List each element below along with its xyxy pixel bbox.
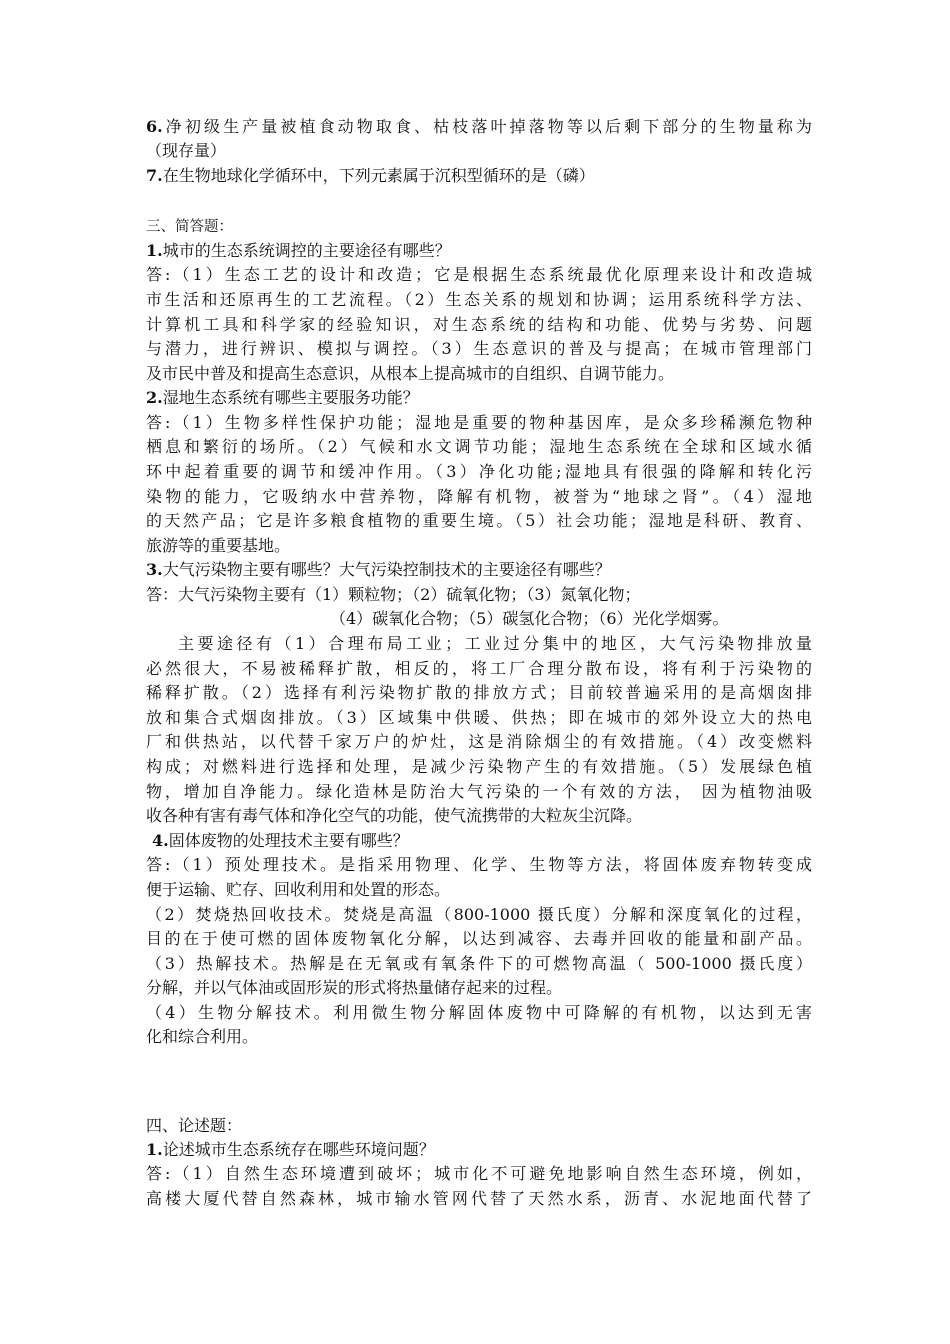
s3-q4-answer-line: （4）生物分解技术。利用微生物分解固体废物中可降解的有机物，以达到无害 [146, 1003, 812, 1022]
s3-q2-answer-line: 答:（1）生物多样性保护功能；湿地是重要的物种基因库，是众多珍稀濒危物种 [146, 413, 812, 432]
s3-q4-answer-line: 答:（1）预处理技术。是指采用物理、化学、生物等方法，将固体废弃物转变成 [146, 855, 812, 874]
s3-q3-pollutants-line-2: （4）碳氧化合物；（5）碳氢化合物；（6）光化学烟雾。 [330, 609, 729, 628]
s3-q3-answer-line: 必然很大，不易被稀释扩散，相反的，将工厂合理分散布设，将有利于污染物的 [146, 659, 812, 678]
s3-question-2-title: 2.湿地生态系统有哪些主要服务功能？ [146, 388, 419, 407]
s3-q1-answer-line: 计算机工具和科学家的经验知识，对生态系统的结构和功能、优势与劣势、问题 [146, 315, 812, 334]
s4-q1-answer-line: 答:（1）自然生态环境遭到破坏；城市化不可避免地影响自然生态环境，例如， [146, 1164, 812, 1183]
s3-q4-answer-line: （3）热解技术。热解是在无氧或有氧条件下的可燃物高温（ 500-1000 摄氏度） [146, 954, 812, 973]
s3-q3-answer-line: 构成；对燃料进行选择和处理，是减少污染物产生的有效措施。（5）发展绿色植 [146, 757, 812, 776]
s3-q1-answer-line: 答:（1）生态工艺的设计和改造；它是根据生态系统最优化原理来设计和改造城 [146, 265, 812, 284]
question-6-line-2: （现存量） [146, 141, 227, 160]
question-number: 7. [146, 166, 163, 185]
s3-q4-answer-line: 目的在于使可燃的固体废物氧化分解，以达到减容、去毒并回收的能量和副产品。 [146, 929, 812, 948]
s3-q2-answer-line: 的天然产品；它是许多粮食植物的重要生境。（5）社会功能；湿地是科研、教育、 [146, 511, 812, 530]
s3-q3-answer-line: 稀释扩散。（2）选择有利污染物扩散的排放方式；目前较普遍采用的是高烟囱排 [146, 683, 812, 702]
s3-q3-answer-line: 厂和供热站，以代替千家万户的炉灶，这是消除烟尘的有效措施。（4）改变燃料 [146, 732, 812, 751]
question-number: 3. [146, 560, 163, 579]
s3-question-4-title: 4.固体废物的处理技术主要有哪些？ [152, 831, 409, 850]
s3-q2-answer-line: 栖息和繁衍的场所。（2）气候和水文调节功能；湿地生态系统在全球和区域水循 [146, 437, 812, 456]
s3-q1-answer-line: 及市民中普及和提高生态意识，从根本上提高城市的自组织、自调节能力。 [146, 364, 675, 383]
section-3-heading: 三、简答题： [146, 219, 233, 235]
s3-q4-answer-line: 化和综合利用。 [146, 1027, 259, 1046]
s3-q4-answer-line: （2）焚烧热回收技术。焚烧是高温（800-1000 摄氏度）分解和深度氧化的过程， [146, 905, 812, 924]
s3-q3-answer-line: 收各种有害有毒气体和净化空气的功能，使气流携带的大粒灰尘沉降。 [146, 806, 643, 825]
s3-q3-answer-line: 放和集合式烟囱排放。（3）区域集中供暖、供热；即在城市的郊外设立大的热电 [146, 708, 812, 727]
s3-q2-answer-line: 染物的能力，它吸纳水中营养物，降解有机物，被誉为“地球之肾”。（4）湿地 [146, 487, 812, 506]
s3-q1-answer-line: 与潜力，进行辨识、模拟与调控。（3）生态意识的普及与提高；在城市管理部门 [146, 339, 812, 358]
s3-q4-answer-line: 分解，并以气体油或固形炭的形式将热量储存起来的过程。 [146, 978, 563, 997]
question-number: 4. [152, 831, 169, 850]
s3-q3-answer-line: 物，增加自净能力。绿化造林是防治大气污染的一个有效的方法， 因为植物油吸 [146, 782, 812, 801]
question-number: 1. [146, 1140, 163, 1159]
section-4-heading: 四、论述题： [146, 1116, 243, 1135]
s3-q2-answer-line: 环中起着重要的调节和缓冲作用。（3）净化功能;湿地具有很强的降解和转化污 [146, 462, 812, 481]
question-7: 7.在生物地球化学循环中，下列元素属于沉积型循环的是（磷） [146, 166, 595, 185]
s3-q2-answer-line: 旅游等的重要基地。 [146, 536, 291, 555]
s3-question-1-title: 1.城市的生态系统调控的主要途径有哪些？ [146, 241, 451, 260]
question-number: 2. [146, 388, 163, 407]
s3-q3-pollutants-line-1: 答：大气污染物主要有（1）颗粒物；（2）硫氧化物；（3）氮氧化物； [146, 585, 641, 604]
s3-q4-answer-line: 便于运输、贮存、回收利用和处置的形态。 [146, 880, 451, 899]
s3-q1-answer-line: 市生活和还原再生的工艺流程。（2）生态关系的规划和协调；运用系统科学方法、 [146, 290, 812, 309]
s4-question-1-title: 1.论述城市生态系统存在哪些环境问题？ [146, 1140, 435, 1159]
question-number: 6. [146, 117, 163, 136]
s4-q1-answer-line: 高楼大厦代替自然森林，城市输水管网代替了天然水系，沥青、水泥地面代替了 [146, 1189, 812, 1208]
question-6-line-1: 6.净初级生产量被植食动物取食、枯枝落叶掉落物等以后剩下部分的生物量称为 [146, 117, 812, 136]
question-number: 1. [146, 241, 163, 260]
s3-q3-answer-line: 主要途径有（1）合理布局工业；工业过分集中的地区，大气污染物排放量 [178, 634, 812, 653]
s3-question-3-title: 3.大气污染物主要有哪些？大气污染控制技术的主要途径有哪些？ [146, 560, 611, 579]
